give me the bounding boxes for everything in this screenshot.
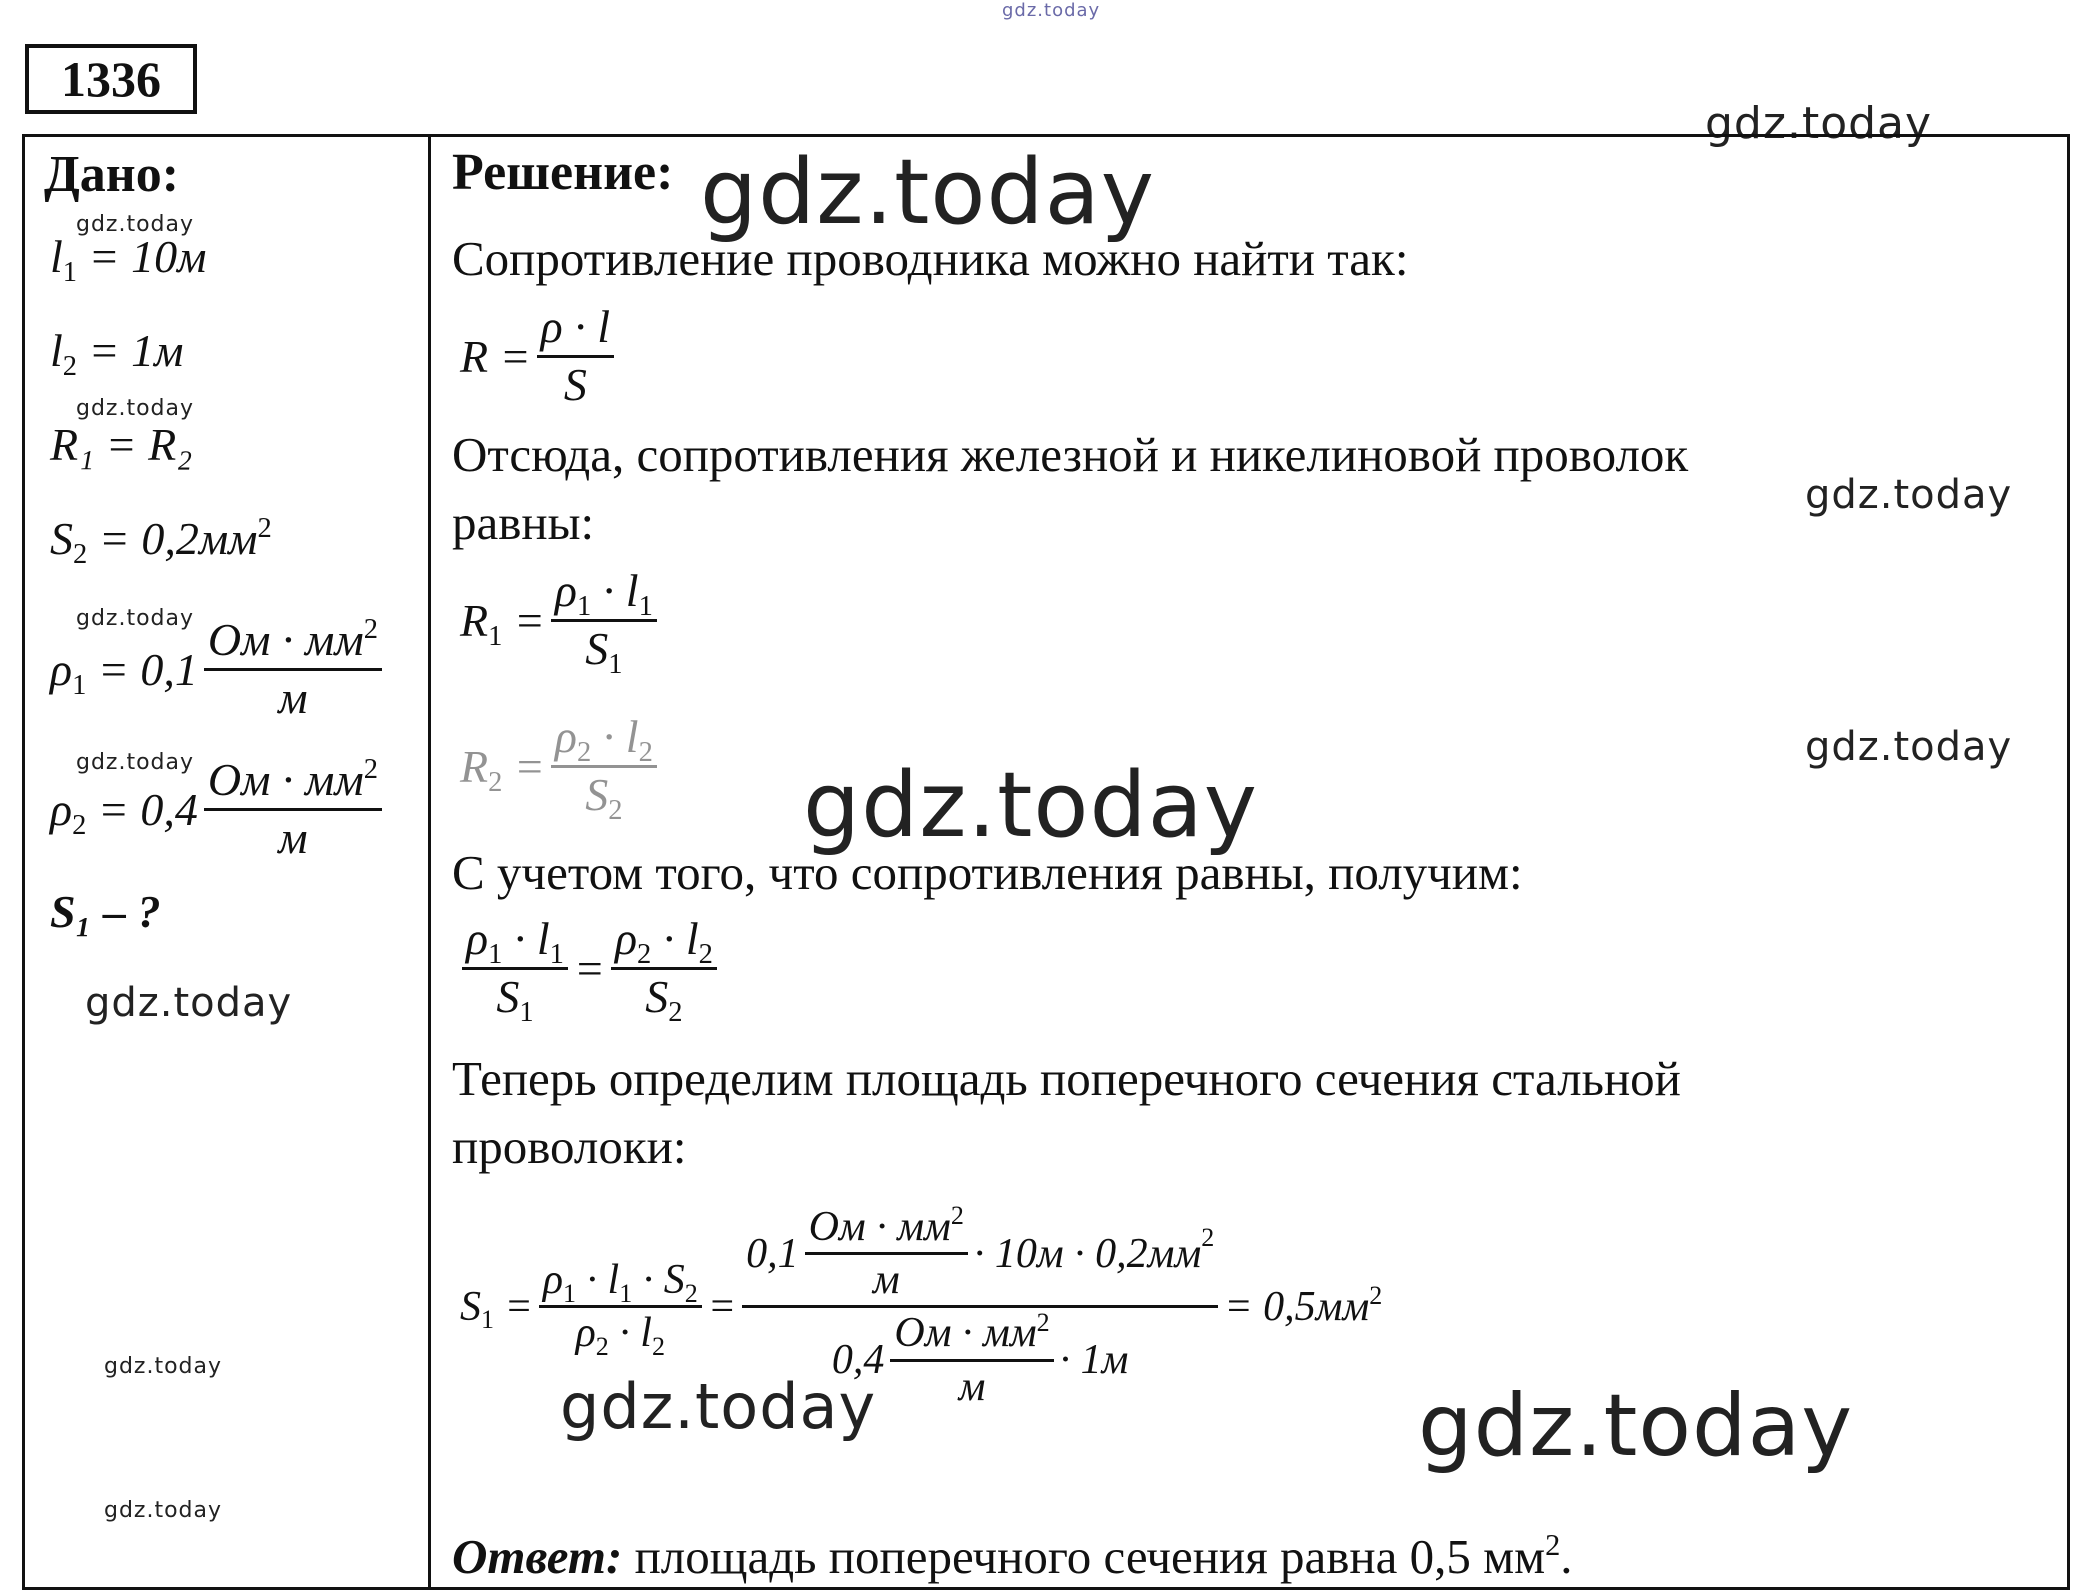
- formula-final: S1 = $\frac{\rho 1 \cdot l1 \cdot S2}{\rho 2 \cdot l2}$ = 0,1 $\frac{Ом \cdot мм^2}{м}$ · 10м · 0,2мм 2 0,4 $\frac{Ом \cdot мм^2}{м}$ · 1м = $0,5мм^2$: [460, 1201, 1383, 1410]
- given-r-equal: R₁ = R₂: [50, 419, 193, 470]
- given-rho1: ρ1 = 0,1 $\frac{Ом \cdot мм^2}{м}$: [50, 615, 388, 723]
- column-divider: [428, 134, 431, 1587]
- watermark: gdz.today: [76, 396, 195, 421]
- watermark: gdz.today: [560, 1370, 877, 1443]
- watermark: gdz.today: [1002, 0, 1101, 21]
- solution-line-3: равны:: [452, 495, 595, 550]
- formula-equality: $\frac{\rho 1 \cdot l1}{S1}$ = $\frac{\rho 2 \cdot l2}{S2}$: [456, 914, 723, 1022]
- watermark: gdz.today: [76, 212, 195, 237]
- given-rho2: ρ2 = 0,4 $\frac{Ом \cdot мм^2}{м}$: [50, 755, 388, 863]
- watermark: gdz.today: [1418, 1376, 1854, 1476]
- watermark: gdz.today: [803, 753, 1259, 858]
- watermark: gdz.today: [1805, 724, 2013, 770]
- given-l2: l2 = 1м: [50, 325, 184, 383]
- solution-line-4: С учетом того, что сопротивления равны, получим:: [452, 845, 1523, 900]
- given-header: Дано:: [44, 146, 180, 203]
- formula-resistance: R = $\frac{\rho \cdot l}{S}$: [460, 302, 620, 410]
- watermark: gdz.today: [1705, 98, 1933, 149]
- solution-line-5: Теперь определим площадь поперечного сечения стальной: [452, 1051, 1681, 1106]
- watermark: gdz.today: [104, 1498, 223, 1523]
- solution-line-6: проволоки:: [452, 1119, 687, 1174]
- solution-header: Решение:: [452, 144, 674, 201]
- formula-r2: R2 = $\frac{\rho 2 \cdot l2}{S2}$: [460, 712, 663, 820]
- watermark: gdz.today: [104, 1354, 223, 1379]
- given-find: S₁ – ?: [50, 886, 161, 937]
- watermark: gdz.today: [76, 606, 195, 631]
- given-l1: l1 = 10м: [50, 231, 207, 289]
- solution-line-1: Сопротивление проводника можно найти так:: [452, 231, 1409, 286]
- problem-number: 1336: [25, 44, 197, 114]
- watermark: gdz.today: [76, 750, 195, 775]
- formula-r1: R1 = $\frac{\rho 1 \cdot l1}{S1}$: [460, 566, 663, 674]
- watermark: gdz.today: [1805, 472, 2013, 518]
- solution-line-2: Отсюда, сопротивления железной и никелиновой проволок: [452, 427, 1689, 482]
- answer-line: Ответ: площадь поперечного сечения равна 0,5 $мм^2$.: [452, 1527, 1573, 1584]
- watermark: gdz.today: [700, 140, 1156, 245]
- watermark: gdz.today: [85, 980, 293, 1026]
- given-s2: $S2 = 0,2мм^2$: [50, 512, 272, 571]
